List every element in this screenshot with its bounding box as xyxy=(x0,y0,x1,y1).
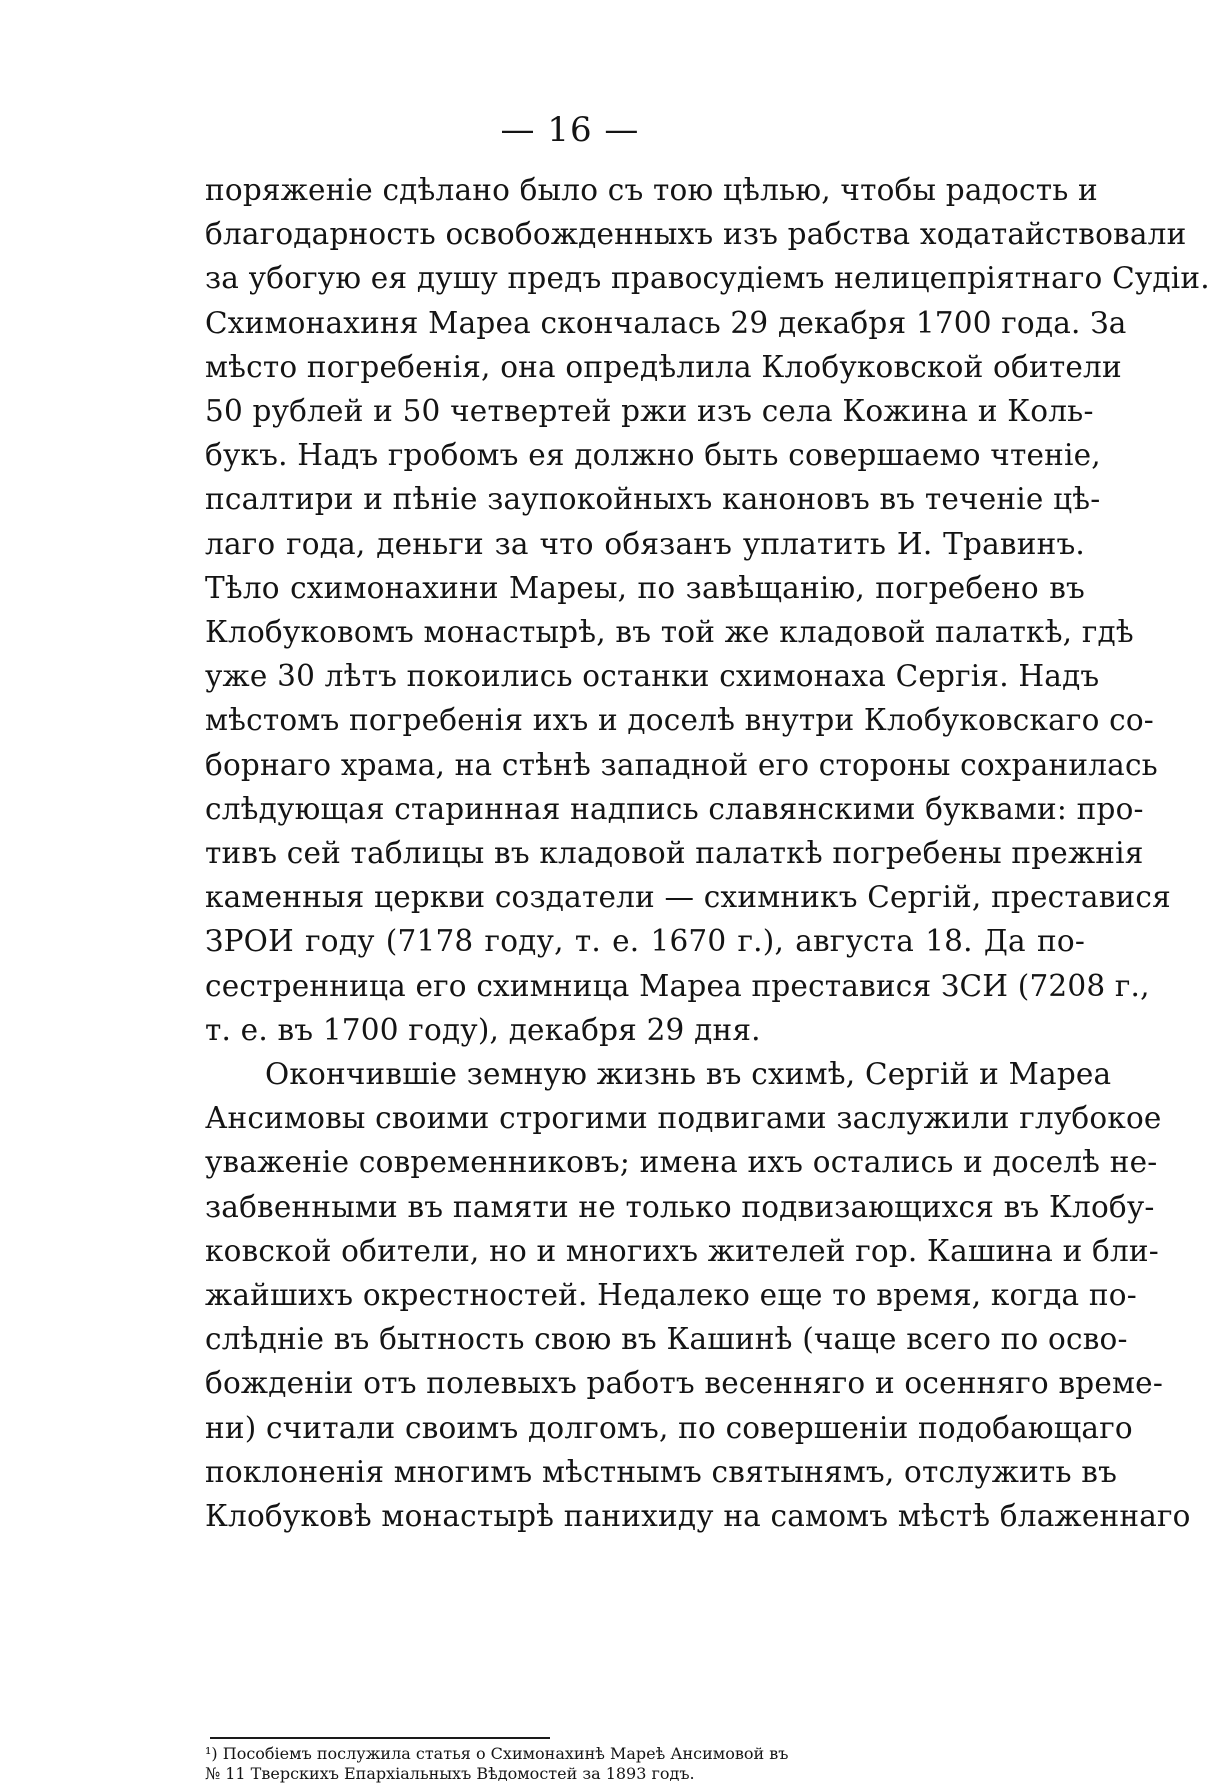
text-line: божденіи отъ полевыхъ работъ весенняго и осенняго време- xyxy=(205,1366,1163,1401)
text-line: Клобуковѣ монастырѣ панихиду на самомъ мѣстѣ блаженнаго xyxy=(205,1499,1191,1534)
body-text xyxy=(205,168,1210,1538)
text-line: забвенными въ памяти не только подвизающихся въ Клобу- xyxy=(205,1189,1155,1224)
text-line: мѣсто погребенія, она опредѣлила Клобуковской обители xyxy=(205,349,1122,384)
text-line: благодарность освобожденныхъ изъ рабства ходатайствовали xyxy=(205,217,1187,252)
text-line: тивъ сей таблицы въ кладовой палаткѣ погребены прежнія xyxy=(205,836,1144,871)
text-line: борнаго храма, на стѣнѣ западной его стороны сохранилась xyxy=(205,747,1158,782)
text-line: уже 30 лѣтъ покоились останки схимонаха Сергія. Надъ xyxy=(205,659,1100,694)
text-line: Схимонахиня Мареа скончалась 29 декабря 1700 года. За xyxy=(205,305,1127,340)
text-line: каменныя церкви создатели — схимникъ Сергій, преставися xyxy=(205,880,1171,915)
text-line: поряженіе сдѣлано было съ тою цѣлью, чтобы радость и xyxy=(205,173,1098,207)
text-line: жайшихъ окрестностей. Недалеко еще то время, когда по- xyxy=(205,1278,1137,1313)
text-line: ковской обители, но и многихъ жителей гор. Кашина и бли- xyxy=(205,1233,1159,1268)
footnote-line: № 11 Тверскихъ Епархіальныхъ Вѣдомостей за 1893 годъ. xyxy=(205,1764,695,1783)
text-line: ни) считали своимъ долгомъ, по совершеніи подобающаго xyxy=(205,1410,1133,1445)
text-line: лаго года, деньги за что обязанъ уплатить И. Травинъ. xyxy=(205,526,1085,561)
text-line: Клобуковомъ монастырѣ, въ той же кладовой палаткѣ, гдѣ xyxy=(205,615,1134,650)
footnotes xyxy=(205,1744,1085,1784)
text-line: сестренница его схимница Мареа преставися ЗСИ (7208 г., xyxy=(205,968,1150,1003)
text-line: псалтири и пѣніе заупокойныхъ каноновъ въ теченіе цѣ- xyxy=(205,482,1101,517)
text-line: т. е. въ 1700 году), декабря 29 дня. xyxy=(205,1012,761,1047)
text-line: уваженіе современниковъ; имена ихъ остались и доселѣ не- xyxy=(205,1145,1158,1180)
text-line: ЗРОИ году (7178 году, т. е. 1670 г.), августа 18. Да по- xyxy=(205,924,1085,959)
text-line: поклоненія многимъ мѣстнымъ святынямъ, отслужить въ xyxy=(205,1454,1118,1489)
text-line: букъ. Надъ гробомъ ея должно быть совершаемо чтеніе, xyxy=(205,438,1101,473)
text-line: Тѣло схимонахини Мареы, по завѣщанію, погребено въ xyxy=(205,570,1085,605)
text-line: Ансимовы своими строгими подвигами заслужили глубокое xyxy=(205,1101,1162,1136)
text-line: слѣдніе въ бытность свою въ Кашинѣ (чаще всего по осво- xyxy=(205,1322,1128,1357)
text-line: 50 рублей и 50 четвертей ржи изъ села Кожина и Коль- xyxy=(205,394,1094,429)
text-line: мѣстомъ погребенія ихъ и доселѣ внутри Клобуковскаго со- xyxy=(205,703,1154,738)
footnote-line: ¹) Пособіемъ послужила статья о Схимонахинѣ Мареѣ Ансимовой въ xyxy=(205,1744,789,1763)
page-number: — 16 — xyxy=(500,110,640,150)
footnote-divider xyxy=(210,1737,550,1739)
text-line: Окончившіе земную жизнь въ схимѣ, Сергій и Мареа xyxy=(265,1057,1112,1092)
text-line: слѣдующая старинная надпись славянскими буквами: про- xyxy=(205,791,1144,826)
text-line: за убогую ея душу предъ правосудіемъ нелицепріятнаго Судіи. xyxy=(205,261,1210,296)
